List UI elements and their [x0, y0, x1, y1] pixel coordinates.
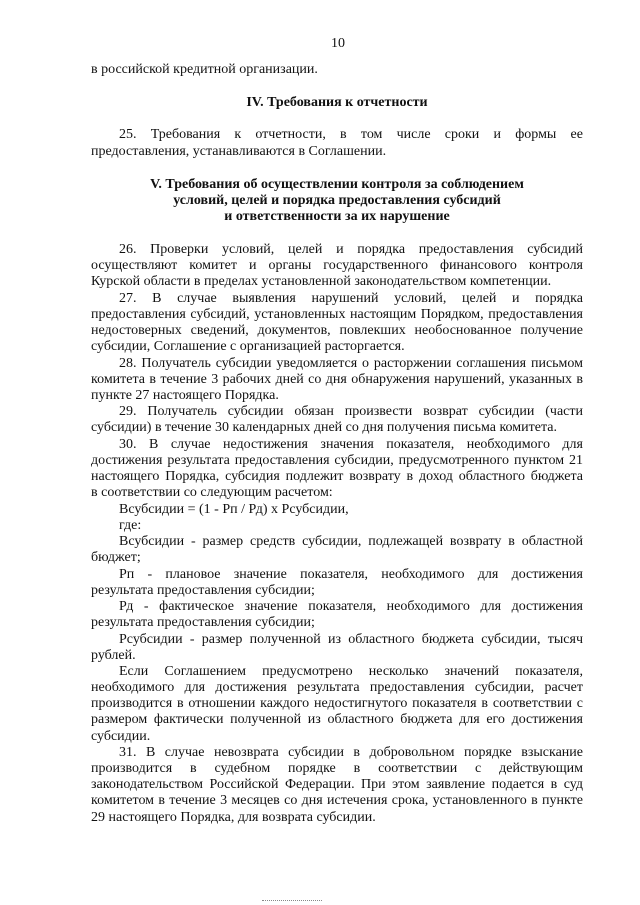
paragraph-line: 29. Получатель субсидии обязан произвести возврат субсидии (части: [119, 404, 583, 419]
paragraph-line: Рп - плановое значение показателя, необходимого для достижения: [119, 567, 583, 582]
paragraph-line: в соответствии со следующим расчетом:: [91, 485, 333, 500]
section-heading: и ответственности за их нарушение: [224, 209, 450, 224]
paragraph-line: предоставления субсидий, установленных настоящим Порядком, предоставления: [91, 307, 583, 322]
paragraph-line: рублей.: [91, 648, 136, 663]
paragraph-line: осуществляют комитет и органы государственного финансового контроля: [91, 258, 583, 273]
paragraph-line: Рд - фактическое значение показателя, необходимого для достижения: [119, 599, 583, 614]
paragraph-line: результата предоставления субсидии;: [91, 583, 315, 598]
formula-line: Всубсидии = (1 - Рп / Рд) x Рсубсидии,: [119, 502, 349, 517]
paragraph-line: Рсубсидии - размер полученной из областного бюджета субсидии, тысяч: [119, 632, 583, 647]
paragraph-line: субсидии.: [91, 729, 151, 744]
paragraph-line: 29 настоящего Порядка, для возврата субсидии.: [91, 810, 376, 825]
paragraph-line: 27. В случае выявления нарушений условий, целей и порядка: [119, 291, 583, 306]
scan-artifact: [262, 900, 322, 903]
paragraph-line: результата предоставления субсидии;: [91, 615, 315, 630]
paragraph-line: законодательством Российской Федерации. При этом заявление подается в суд: [91, 777, 583, 792]
paragraph-line: производится в отношении каждого недостигнутого показателя в соответствии с: [91, 696, 583, 711]
page-number: 10: [331, 36, 345, 51]
section-heading: IV. Требования к отчетности: [246, 95, 428, 110]
paragraph-line: 25. Требования к отчетности, в том числе сроки и формы ее: [119, 127, 583, 142]
paragraph-line: 30. В случае недостижения значения показателя, необходимого для: [119, 437, 583, 452]
paragraph-line: достижения результата предоставления субсидии, предусмотренного пунктом 21: [91, 453, 583, 468]
paragraph-line: Если Соглашением предусмотрено несколько значений показателя,: [119, 664, 583, 679]
paragraph-line: Всубсидии - размер средств субсидии, подлежащей возврату в областной: [119, 534, 583, 549]
paragraph-line: настоящего Порядка, субсидия подлежит возврату в доход областного бюджета: [91, 469, 583, 484]
paragraph-line: необходимого для достижения результата предоставления субсидии, расчет: [91, 680, 583, 695]
paragraph-line: предоставления, устанавливаются в Соглашении.: [91, 144, 387, 159]
paragraph-line: производится в судебном порядке в соответствии с действующим: [91, 761, 583, 776]
paragraph-line: субсидии, Соглашение с организацией расторгается.: [91, 339, 405, 354]
section-heading: условий, целей и порядка предоставления субсидий: [173, 193, 501, 208]
paragraph-line: 26. Проверки условий, целей и порядка предоставления субсидий: [119, 242, 583, 257]
paragraph-line: недостоверных сведений, документов, повлекших необоснованное получение: [91, 323, 583, 338]
paragraph-line: 28. Получатель субсидии уведомляется о расторжении соглашения письмом: [119, 356, 583, 371]
paragraph-line: субсидии) в течение 30 календарных дней со дня получения письма комитета.: [91, 420, 557, 435]
paragraph-line: Курской области в пределах установленной законодательством компетенции.: [91, 274, 552, 289]
paragraph-line: размером фактически полученной из областного бюджета для его достижения: [91, 712, 583, 727]
paragraph-line: 31. В случае невозврата субсидии в добровольном порядке взыскание: [119, 745, 583, 760]
paragraph-line: комитетом в течение 3 месяцев со дня истечения срока, установленного в пункте: [91, 793, 583, 808]
paragraph-line: комитета в течение 3 рабочих дней со дня обнаружения нарушений, указанных в: [91, 372, 583, 387]
paragraph-line: где:: [119, 518, 142, 533]
section-heading: V. Требования об осуществлении контроля за соблюдением: [150, 177, 524, 192]
text-line: в российской кредитной организации.: [91, 62, 318, 77]
paragraph-line: бюджет;: [91, 550, 141, 565]
paragraph-line: пункте 27 настоящего Порядка.: [91, 388, 279, 403]
